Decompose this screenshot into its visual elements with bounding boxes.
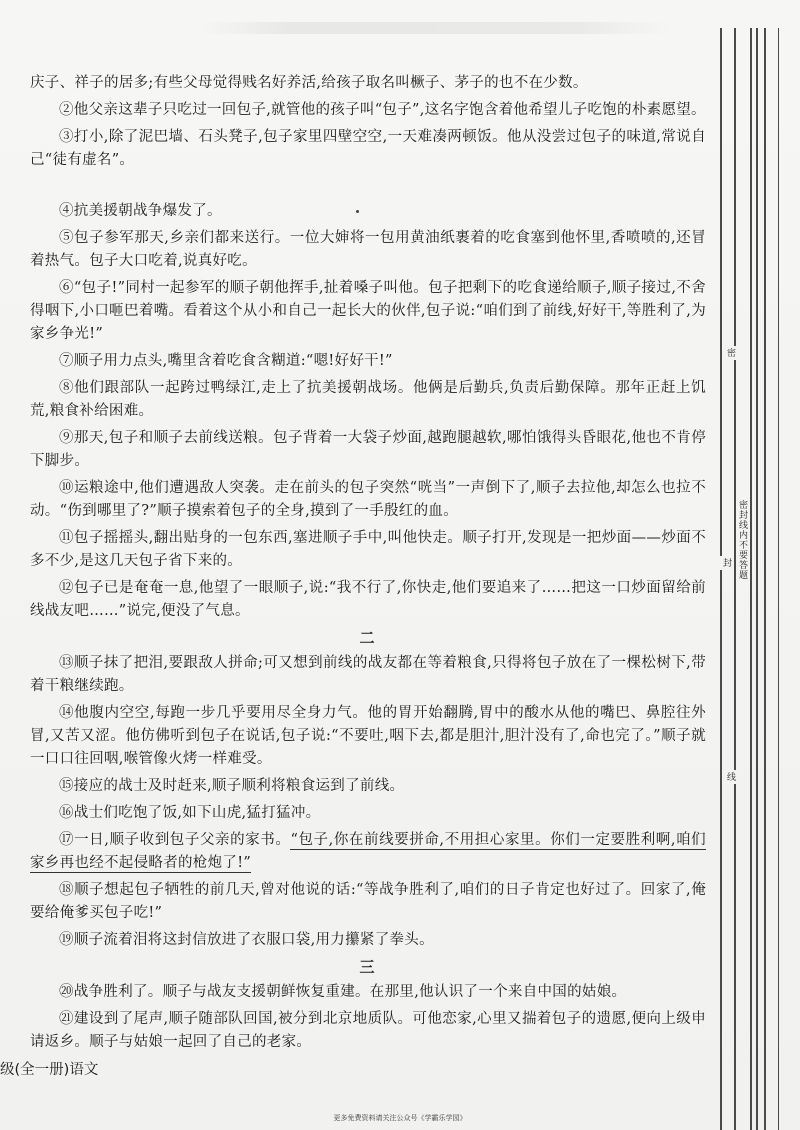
paragraph-2: ②他父亲这辈子只吃过一回包子,就管他的孩子叫“包子”,这名字饱含着他希望儿子吃饱的朴素愿望。 — [59, 102, 706, 118]
binding-warning: 密封线内不要答题 — [737, 500, 747, 580]
paragraph-1-end: 庆子、祥子的居多;有些父母觉得贱名好养活,给孩子取名叫橛子、茅子的也不在少数。 — [30, 75, 588, 91]
paragraph-6: ⑥“包子!”同村一起参军的顺子朝他挥手,扯着嗓子叫他。包子把剩下的吃食递给顺子,顺子接过,不舍得咽下,小口咂巴着嘴。看着这个从小和自己一起长大的伙伴,包子说:“咱们到了前线,好好干,等胜利了,为家乡争光!” — [30, 280, 706, 342]
paragraph-8: ⑧他们跟部队一起跨过鸭绿江,走上了抗美援朝战场。他俩是后勤兵,负责后勤保障。那年正赶上饥荒,粮食补给困难。 — [30, 380, 706, 419]
section-heading-3: 三 — [359, 958, 377, 976]
paragraph-11: ⑪包子摇摇头,翻出贴身的一包东西,塞进顺子手中,叫他快走。顺子打开,发现是一把炒面——炒面不多不少,是这几天包子省下来的。 — [30, 530, 706, 569]
paragraph-19: ⑲顺子流着泪将这封信放进了衣服口袋,用力攥紧了拳头。 — [59, 932, 434, 948]
paragraph-3: ③打小,除了泥巴墙、石头凳子,包子家里四壁空空,一天难凑两顿饭。他从没尝过包子的味道,常说自己“徒有虚名”。 — [30, 129, 706, 168]
paragraph-21: ㉑建设到了尾声,顺子随部队回国,被分到北京地质队。可他恋家,心里又揣着包子的遗愿,便向上级申请返乡。顺子与姑娘一起回了自己的老家。 — [30, 1011, 706, 1050]
paragraph-4: ④抗美援朝战争爆发了。 — [59, 203, 222, 219]
binding-line — [756, 28, 758, 1130]
paragraph-17-intro: ⑰一日,顺子收到包子父亲的家书。 — [59, 832, 291, 848]
binding-line — [750, 28, 752, 1130]
book-title-footer: 级(全一册)语文 — [0, 1062, 99, 1078]
paragraph-9: ⑨那天,包子和顺子去前线送粮。包子背着一大袋子炒面,越跑腿越软,哪怕饿得头昏眼花,他也不肯停下脚步。 — [30, 430, 706, 469]
binding-mark-xian: 线 — [725, 772, 735, 782]
paragraph-17-letter-underlined: “包子,你在前线要拼命,不用担心家里。你们一定要胜利啊,咱们家乡再也经不起侵略者的枪炮了!” — [30, 832, 706, 871]
binding-margin — [716, 28, 800, 1130]
paragraph-15: ⑮接应的战士及时赶来,顺子顺利将粮食运到了前线。 — [59, 778, 405, 794]
paragraph-10: ⑩运粮途中,他们遭遇敌人突袭。走在前头的包子突然“咣当”一声倒下了,顺子去拉他,却怎么也拉不动。“伤到哪里了?”顺子摸索着包子的全身,摸到了一手殷红的血。 — [30, 480, 706, 519]
binding-mark-mi: 密 — [725, 348, 735, 358]
paragraph-12: ⑫包子已是奄奄一息,他望了一眼顺子,说:“我不行了,你快走,他们要追来了……把这一口炒面留给前线战友吧……”说完,便没了气息。 — [30, 580, 706, 619]
paragraph-5: ⑤包子参军那天,乡亲们都来送行。一位大婶将一包用黄油纸裹着的吃食塞到他怀里,香喷喷的,还冒着热气。包子大口吃着,说真好吃。 — [30, 230, 706, 269]
binding-line — [778, 28, 779, 1130]
scan-smudge — [200, 22, 670, 34]
binding-line — [720, 28, 722, 1130]
paragraph-14: ⑭他腹内空空,每跑一步几乎要用尽全身力气。他的胃开始翻腾,胃中的酸水从他的嘴巴、鼻腔往外冒,又苦又涩。他仿佛听到包子在说话,包子说:“不要吐,咽下去,都是胆汁,胆汁没有了,命也完了。”顺子就一口口往回咽,喉管像火烤一样难受。 — [30, 705, 706, 767]
binding-mark-feng: 封 — [721, 558, 731, 568]
footer-note: 更多免费资料请关注公众号《学霸乐学园》 — [333, 1114, 467, 1122]
reading-passage — [30, 72, 706, 1058]
paragraph-20: ⑳战争胜利了。顺子与战友支援朝鲜恢复重建。在那里,他认识了一个来自中国的姑娘。 — [59, 984, 627, 1000]
paragraph-16: ⑯战士们吃饱了饭,如下山虎,猛打猛冲。 — [59, 805, 321, 821]
paragraph-13: ⑬顺子抹了把泪,要跟敌人拼命;可又想到前线的战友都在等着粮食,只得将包子放在了一棵松树下,带着干粮继续跑。 — [30, 655, 706, 694]
binding-line — [764, 28, 766, 1130]
section-heading-2: 二 — [359, 629, 377, 647]
paragraph-17 — [30, 829, 706, 875]
paragraph-18: ⑱顺子想起包子牺牲的前几天,曾对他说的话:“等战争胜利了,咱们的日子肯定也好过了。回家了,俺要给俺爹买包子吃!” — [30, 882, 706, 921]
paragraph-7: ⑦顺子用力点头,嘴里含着吃食含糊道:“嗯!好好干!” — [59, 353, 393, 369]
